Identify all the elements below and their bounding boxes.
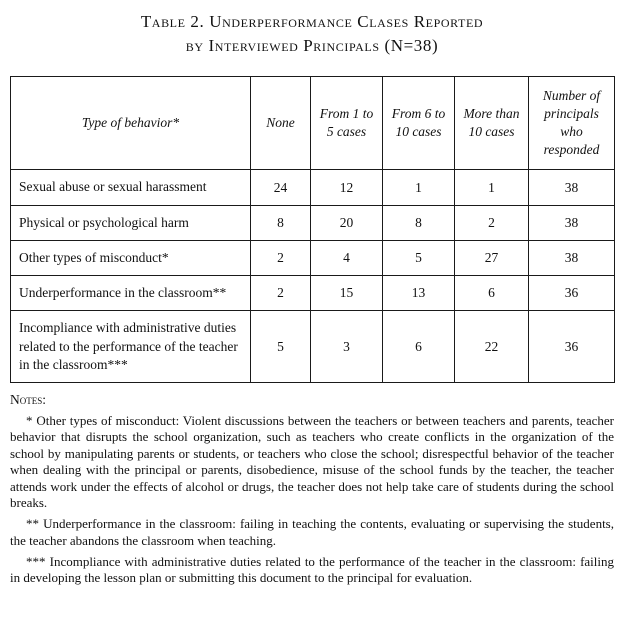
table-row — [11, 276, 615, 311]
row-value: 38 — [529, 240, 615, 275]
row-value: 5 — [251, 311, 311, 383]
row-behavior: Underperformance in the classroom** — [11, 276, 251, 311]
header-from-6-to-10: From 6 to 10 cases — [383, 76, 455, 170]
row-value: 1 — [383, 170, 455, 205]
table-title — [10, 10, 614, 58]
row-value: 4 — [311, 240, 383, 275]
header-from-1-to-5: From 1 to 5 cases — [311, 76, 383, 170]
data-table — [10, 76, 615, 383]
notes-section — [10, 391, 614, 587]
row-value: 36 — [529, 311, 615, 383]
row-value: 38 — [529, 205, 615, 240]
row-value: 2 — [455, 205, 529, 240]
table-title-line1: Table 2. Underperformance Clases Reported — [140, 12, 484, 31]
row-value: 3 — [311, 311, 383, 383]
row-value: 20 — [311, 205, 383, 240]
header-more-than-10: More than 10 cases — [455, 76, 529, 170]
header-number-responded: Number of principals who responded — [529, 76, 615, 170]
row-value: 2 — [251, 240, 311, 275]
row-value: 22 — [455, 311, 529, 383]
row-behavior: Physical or psychological harm — [11, 205, 251, 240]
row-value: 27 — [455, 240, 529, 275]
row-value: 6 — [383, 311, 455, 383]
row-behavior: Incompliance with administrative duties related to the performance of the teacher in the classroom*** — [11, 311, 251, 383]
row-value: 1 — [455, 170, 529, 205]
notes-label: Notes: — [10, 392, 46, 407]
table-title-line2: by Interviewed Principals (N=38) — [185, 35, 439, 55]
row-value: 6 — [455, 276, 529, 311]
header-none: None — [251, 76, 311, 170]
row-value: 2 — [251, 276, 311, 311]
note-item-2: ** Underperformance in the classroom: failing in teaching the contents, evaluating or supervising the students, the teacher abandons the classroom when teaching. — [10, 516, 614, 548]
row-behavior: Sexual abuse or sexual harassment — [11, 170, 251, 205]
row-value: 5 — [383, 240, 455, 275]
note-item-1: * Other types of misconduct: Violent discussions between the teachers or between teachers and parents, teacher behavior that disrupts the school organization, such as teachers who create conflicts in the organization of the school by manipulating parents or students, or teachers who close the school; disrespectful behavior of the teacher when dealing with the principal or parents, disobedience, misuse of the school funds by the teacher, the teacher attends work under the effects of alcohol or drugs, the teacher does not help take care of students during the school breaks. — [10, 413, 614, 510]
row-value: 38 — [529, 170, 615, 205]
row-value: 24 — [251, 170, 311, 205]
row-value: 8 — [383, 205, 455, 240]
note-item-3: *** Incompliance with administrative duties related to the performance of the teacher in the classroom: failing in developing the lesson plan or submitting this document to the principal for evaluation. — [10, 554, 614, 586]
row-value: 8 — [251, 205, 311, 240]
row-value: 12 — [311, 170, 383, 205]
table-row — [11, 170, 615, 205]
table-row — [11, 205, 615, 240]
row-behavior: Other types of misconduct* — [11, 240, 251, 275]
row-value: 15 — [311, 276, 383, 311]
table-row — [11, 240, 615, 275]
table-row — [11, 311, 615, 383]
header-row — [11, 76, 615, 170]
row-value: 13 — [383, 276, 455, 311]
row-value: 36 — [529, 276, 615, 311]
header-type-of-behavior: Type of behavior* — [11, 76, 251, 170]
